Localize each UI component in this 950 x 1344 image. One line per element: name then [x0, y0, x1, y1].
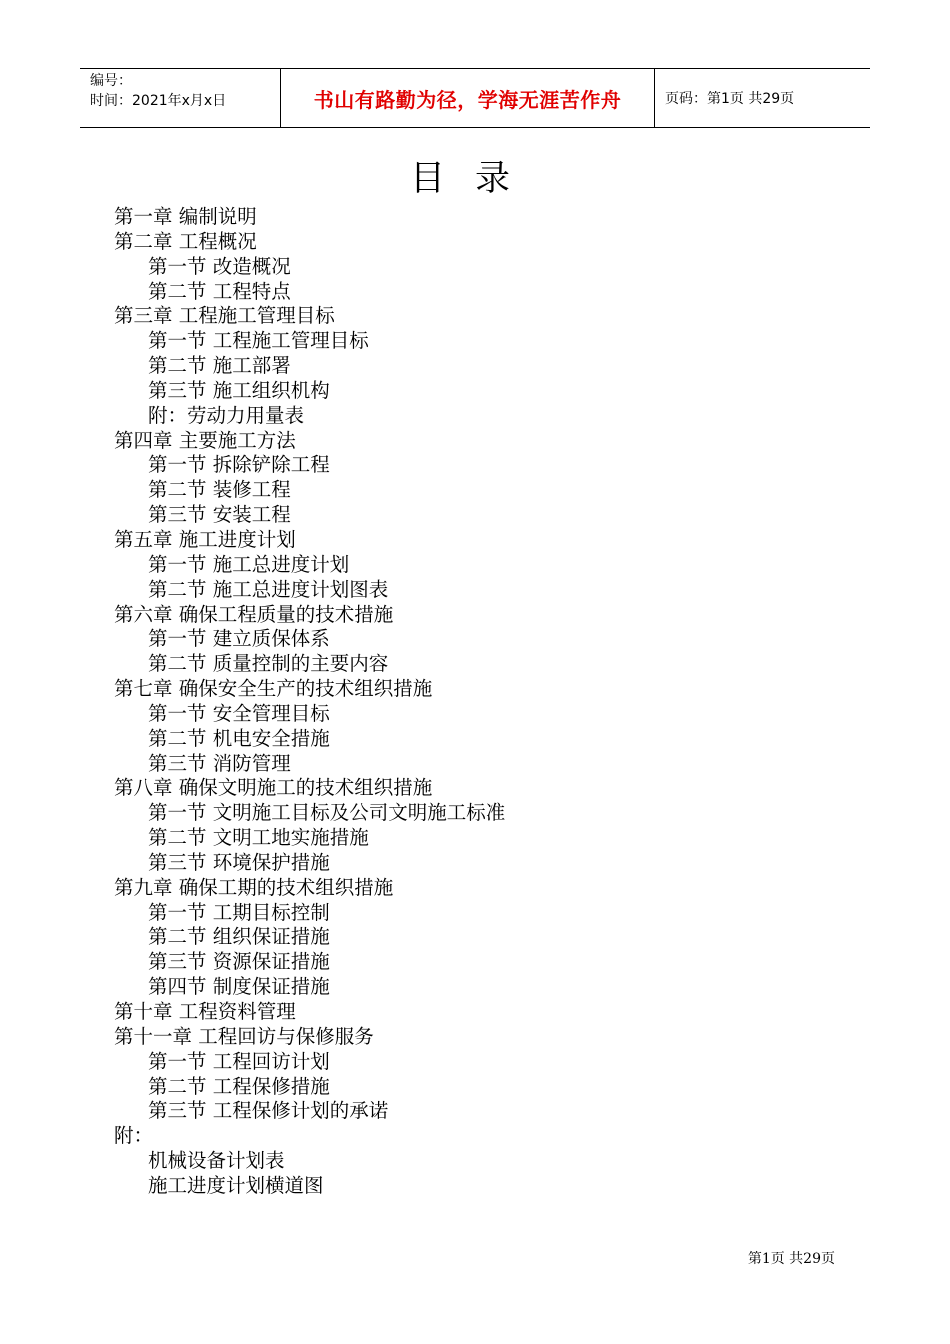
toc-chapter: 第五章 施工进度计划 [114, 527, 296, 551]
toc-section: 第三节 施工组织机构 [148, 378, 330, 402]
toc-chapter: 第三章 工程施工管理目标 [114, 304, 335, 328]
table-of-contents [114, 205, 874, 1199]
toc-chapter: 第七章 确保安全生产的技术组织措施 [114, 677, 433, 701]
toc-section: 第二节 质量控制的主要内容 [148, 652, 389, 676]
toc-section: 第一节 施工总进度计划 [148, 552, 350, 576]
toc-chapter: 第十章 工程资料管理 [114, 1000, 296, 1023]
toc-section: 第一节 工程施工管理目标 [148, 329, 369, 353]
toc-section: 第二节 装修工程 [148, 478, 291, 502]
toc-chapter: 第一章 编制说明 [114, 205, 257, 228]
toc-chapter: 附： [114, 1124, 154, 1148]
toc-chapter: 第四章 主要施工方法 [114, 428, 296, 452]
toc-section: 第三节 消防管理 [148, 751, 291, 775]
toc-section: 第一节 文明施工目标及公司文明施工标准 [148, 801, 506, 825]
toc-section: 第一节 安全管理目标 [148, 701, 330, 725]
toc-section: 附：劳动力用量表 [148, 403, 305, 427]
toc-section: 第二节 组织保证措施 [148, 925, 330, 949]
toc-chapter: 第八章 确保文明施工的技术组织措施 [114, 776, 433, 800]
toc-section: 第二节 机电安全措施 [148, 726, 330, 750]
toc-section: 第二节 施工部署 [148, 354, 291, 378]
header-motto-cell [281, 69, 655, 127]
toc-section: 第二节 工程特点 [148, 279, 291, 303]
toc-section: 第二节 工程保修措施 [148, 1074, 330, 1098]
toc-section: 施工进度计划横道图 [148, 1173, 324, 1197]
toc-chapter: 第十一章 工程回访与保修服务 [114, 1024, 374, 1048]
toc-section: 第三节 工程保修计划的承诺 [148, 1099, 389, 1123]
toc-section: 第二节 施工总进度计划图表 [148, 577, 389, 601]
toc-section: 第二节 文明工地实施措施 [148, 826, 369, 850]
toc-section: 第四节 制度保证措施 [148, 975, 330, 999]
toc-section: 第一节 工程回访计划 [148, 1049, 330, 1073]
header-number-label: 编号： [90, 73, 132, 89]
toc-section: 第三节 安装工程 [148, 503, 291, 527]
toc-section: 第三节 环境保护措施 [148, 850, 330, 874]
page-title: 目录 [409, 159, 540, 199]
toc-section: 第一节 工期目标控制 [148, 900, 330, 924]
header-page-cell [655, 69, 870, 127]
toc-chapter: 第九章 确保工期的技术组织措施 [114, 875, 394, 899]
toc-section: 第三节 资源保证措施 [148, 950, 330, 974]
toc-section: 第一节 拆除铲除工程 [148, 453, 330, 477]
toc-section: 第一节 改造概况 [148, 254, 291, 278]
header-time: 时间：2021年x月x日 [90, 93, 227, 109]
header-motto: 书山有路勤为径，学海无涯苦作舟 [313, 87, 622, 112]
toc-chapter: 第六章 确保工程质量的技术措施 [114, 602, 394, 626]
page-footer: 第1页 共29页 [747, 1251, 835, 1267]
toc-section: 机械设备计划表 [148, 1149, 285, 1173]
header-meta [80, 69, 281, 127]
document-header [80, 68, 870, 128]
toc-section: 第一节 建立质保体系 [148, 627, 330, 651]
header-page-info: 页码：第1页 共29页 [665, 91, 795, 107]
toc-chapter: 第二章 工程概况 [114, 229, 257, 253]
